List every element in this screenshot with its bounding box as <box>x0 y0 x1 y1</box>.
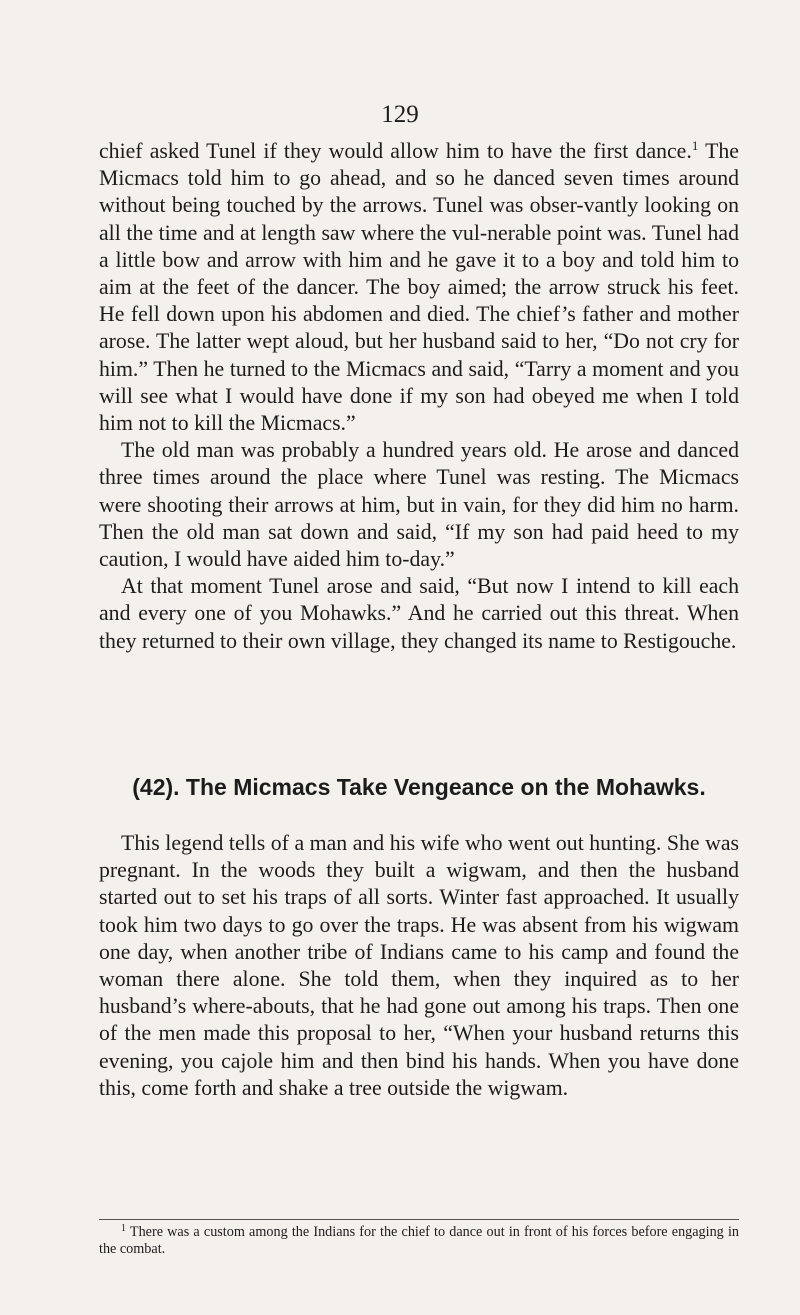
paragraph-2: The old man was probably a hundred years old. He arose and danced three times around the place where Tunel was resting. The Micmacs were shooting their arrows at him, but in vain, for they did him no harm. Then the old man sat down and said, “If my son had paid heed to my caution, I would have aided him to-day.” <box>99 438 739 572</box>
body-text <box>99 138 739 655</box>
paragraph-1-text-before: chief asked Tunel if they would allow him to have the first dance. <box>99 139 692 163</box>
paragraph-1 <box>99 138 739 437</box>
paragraph-4: This legend tells of a man and his wife who went out hunting. She was pregnant. In the woods they built a wigwam, and then the husband started out to set his traps of all sorts. Winter fast approached. It usually took him two days to go over the traps. He was absent from his wigwam one day, when another tribe of Indians came to his camp and found the woman there alone. She told them, when they inquired as to her husband’s where-abouts, that he had gone out among his traps. Then one of the men made this proposal to her, “When your husband returns this evening, you cajole him and then bind his hands. When you have done this, come forth and shake a tree outside the wigwam. <box>99 831 739 1100</box>
paragraph-1-text-after: The Micmacs told him to go ahead, and so he danced seven times around without being touched by the arrows. Tunel was obser-vantly looking on all the time and at length saw where the vul-nerable point was. Tunel had a little bow and arrow with him and he gave it to a boy and told him to aim at the feet of the dancer. The boy aimed; the arrow struck his feet. He fell down upon his abdomen and died. The chief’s father and mother arose. The latter wept aloud, but her husband said to her, “Do not cry for him.” Then he turned to the Micmacs and said, “Tarry a moment and you will see what I would have done if my son had obeyed me when I told him not to kill the Micmacs.” <box>99 139 739 436</box>
body-text-2 <box>99 830 739 1102</box>
footnote <box>99 1224 739 1258</box>
page-number: 129 <box>381 101 419 128</box>
paragraph-3: At that moment Tunel arose and said, “But now I intend to kill each and every one of you Mohawks.” And he carried out this threat. When they returned to their own village, they changed its name to Restigouche. <box>99 574 739 653</box>
footnote-text: There was a custom among the Indians for the chief to dance out in front of his forces before engaging in the combat. <box>99 1224 739 1257</box>
footnote-reference: 1 <box>691 138 699 153</box>
footnote-marker: 1 <box>121 1223 126 1234</box>
section-heading: (42). The Micmacs Take Vengeance on the Mohawks. <box>132 774 706 800</box>
footnote-divider <box>99 1219 739 1220</box>
